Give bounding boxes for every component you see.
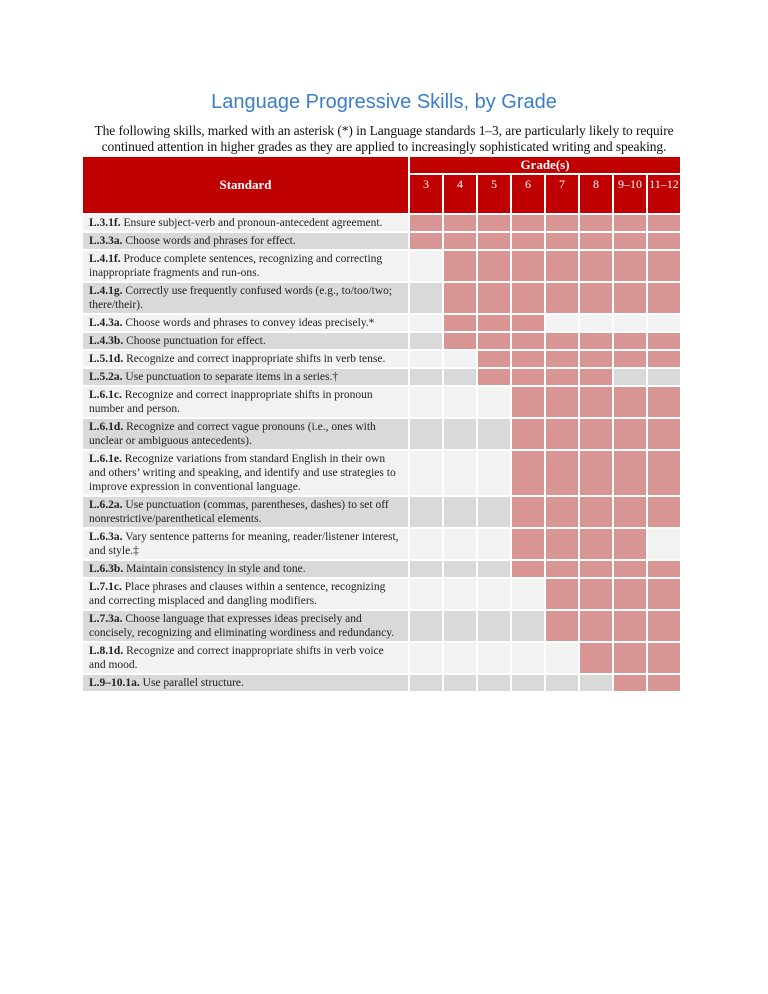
grade-cell-filled: [580, 419, 612, 449]
grade-cell-filled: [478, 315, 510, 331]
grade-cell-empty: [478, 643, 510, 673]
grade-cell-empty: [444, 497, 476, 527]
standard-text: Use parallel structure.: [142, 677, 244, 689]
grade-cell-filled: [546, 529, 578, 559]
grade-cell-filled: [546, 419, 578, 449]
standard-code: L.6.3b.: [89, 563, 124, 575]
grade-cell-filled: [614, 251, 646, 281]
grade-cell-filled: [546, 351, 578, 367]
grade-cell-filled: [512, 529, 544, 559]
standard-cell: [83, 351, 408, 367]
standard-text: Maintain consistency in style and tone.: [126, 563, 306, 575]
grade-cell-filled: [614, 497, 646, 527]
grade-cell-empty: [410, 419, 442, 449]
grade-cell-empty: [478, 529, 510, 559]
grade-cell-empty: [444, 387, 476, 417]
grade-cell-empty: [444, 675, 476, 691]
grades-header: Grade(s): [410, 157, 680, 173]
grade-cell-filled: [648, 497, 680, 527]
grade-cell-filled: [648, 233, 680, 249]
standard-cell: [83, 333, 408, 349]
grade-cell-filled: [580, 351, 612, 367]
grade-cell-filled: [648, 451, 680, 495]
grade-cell-filled: [614, 419, 646, 449]
grade-cell-filled: [648, 283, 680, 313]
standard-cell: [83, 387, 408, 417]
table-row: [83, 497, 680, 527]
grade-cell-filled: [546, 283, 578, 313]
standard-code: L.3.1f.: [89, 217, 121, 229]
grade-cell-empty: [410, 451, 442, 495]
grade-cell-filled: [614, 643, 646, 673]
grade-cell-empty: [478, 675, 510, 691]
grade-cell-filled: [614, 233, 646, 249]
grade-cell-empty: [410, 675, 442, 691]
grade-cell-filled: [546, 561, 578, 577]
standard-code: L.3.3a.: [89, 235, 123, 247]
standard-code: L.5.2a.: [89, 371, 123, 383]
standard-cell: [83, 611, 408, 641]
grade-cell-filled: [546, 611, 578, 641]
grade-cell-empty: [410, 643, 442, 673]
table-row: [83, 451, 680, 495]
standard-text: Choose words and phrases to convey ideas precisely.*: [125, 317, 375, 329]
standard-text: Choose words and phrases for effect.: [125, 235, 296, 247]
grade-cell-filled: [580, 451, 612, 495]
grade-cell-empty: [614, 369, 646, 385]
standard-cell: [83, 529, 408, 559]
grade-cell-empty: [512, 675, 544, 691]
grade-cell-filled: [648, 579, 680, 609]
grade-cell-filled: [614, 579, 646, 609]
grade-cell-filled: [512, 251, 544, 281]
standard-cell: [83, 497, 408, 527]
table-row: [83, 675, 680, 691]
grade-cell-empty: [410, 387, 442, 417]
grade-cell-empty: [410, 561, 442, 577]
table-row: [83, 529, 680, 559]
grade-cell-filled: [512, 369, 544, 385]
page-title: Language Progressive Skills, by Grade: [211, 91, 557, 113]
grade-cell-filled: [580, 529, 612, 559]
grade-cell-filled: [444, 251, 476, 281]
table-row: [83, 233, 680, 249]
grade-cell-filled: [614, 283, 646, 313]
grade-cell-filled: [580, 611, 612, 641]
standard-cell: [83, 251, 408, 281]
standard-code: L.6.3a.: [89, 531, 123, 543]
grade-header-7: 7: [546, 175, 578, 213]
grade-cell-filled: [512, 315, 544, 331]
grade-cell-filled: [580, 215, 612, 231]
standard-cell: [83, 579, 408, 609]
grade-cell-empty: [444, 451, 476, 495]
standard-cell: [83, 215, 408, 231]
grade-header-8: 8: [580, 175, 612, 213]
grade-cell-filled: [580, 369, 612, 385]
grade-cell-filled: [512, 233, 544, 249]
grade-cell-empty: [512, 579, 544, 609]
grade-cell-filled: [512, 387, 544, 417]
grade-cell-filled: [478, 233, 510, 249]
standard-code: L.6.1c.: [89, 389, 122, 401]
grade-cell-empty: [410, 369, 442, 385]
grade-cell-empty: [410, 251, 442, 281]
grade-header-4: 4: [444, 175, 476, 213]
standard-text: Produce complete sentences, recognizing and correcting inappropriate fragments and run-ons.: [89, 253, 383, 279]
grade-cell-filled: [512, 419, 544, 449]
standard-cell: [83, 369, 408, 385]
table-row: [83, 561, 680, 577]
grade-cell-filled: [444, 333, 476, 349]
table-row: [83, 387, 680, 417]
grade-cell-filled: [580, 333, 612, 349]
grade-header-3: 3: [410, 175, 442, 213]
standard-code: L.7.3a.: [89, 613, 123, 625]
standard-code: L.5.1d.: [89, 353, 124, 365]
grade-cell-empty: [444, 643, 476, 673]
grade-cell-filled: [546, 369, 578, 385]
grade-cell-filled: [648, 675, 680, 691]
grade-header-11–12: 11–12: [648, 175, 680, 213]
grade-cell-empty: [410, 497, 442, 527]
grade-cell-filled: [580, 283, 612, 313]
grade-cell-filled: [580, 643, 612, 673]
standard-text: Use punctuation to separate items in a series.†: [125, 371, 339, 383]
grade-cell-filled: [512, 497, 544, 527]
standard-text: Choose language that expresses ideas precisely and concisely, recognizing and eliminating wordiness and redundancy.: [89, 613, 395, 639]
grade-cell-filled: [546, 387, 578, 417]
grade-cell-filled: [648, 215, 680, 231]
grade-header-6: 6: [512, 175, 544, 213]
table-row: [83, 351, 680, 367]
grade-cell-empty: [410, 283, 442, 313]
grade-cell-empty: [580, 315, 612, 331]
grade-cell-filled: [444, 283, 476, 313]
grade-cell-filled: [478, 283, 510, 313]
grade-cell-filled: [546, 251, 578, 281]
grade-cell-empty: [580, 675, 612, 691]
grade-cell-empty: [410, 315, 442, 331]
grade-cell-empty: [410, 579, 442, 609]
grade-cell-filled: [512, 451, 544, 495]
standard-code: L.4.1g.: [89, 285, 123, 297]
standard-text: Vary sentence patterns for meaning, reader/listener interest, and style.‡: [89, 531, 399, 557]
grade-cell-empty: [444, 561, 476, 577]
grade-cell-filled: [478, 251, 510, 281]
grade-cell-filled: [512, 215, 544, 231]
grade-cell-filled: [410, 215, 442, 231]
table-row: [83, 643, 680, 673]
table-row: [83, 579, 680, 609]
grade-cell-filled: [546, 497, 578, 527]
grade-cell-filled: [648, 387, 680, 417]
grade-header-5: 5: [478, 175, 510, 213]
grade-cell-empty: [546, 643, 578, 673]
grade-cell-filled: [546, 579, 578, 609]
table-row: [83, 215, 680, 231]
grade-cell-filled: [614, 215, 646, 231]
grade-cell-filled: [614, 675, 646, 691]
grade-cell-filled: [580, 579, 612, 609]
standard-header: Standard: [83, 157, 408, 213]
grade-header-9–10: 9–10: [614, 175, 646, 213]
standard-cell: [83, 675, 408, 691]
standard-code: L.6.1e.: [89, 453, 122, 465]
grade-cell-empty: [512, 611, 544, 641]
grade-cell-empty: [410, 333, 442, 349]
standard-cell: [83, 451, 408, 495]
grade-cell-filled: [614, 451, 646, 495]
grade-cell-filled: [580, 387, 612, 417]
grade-cell-filled: [444, 233, 476, 249]
standard-text: Place phrases and clauses within a sentence, recognizing and correcting misplaced and dangling modifiers.: [89, 581, 386, 607]
standard-code: L.8.1d.: [89, 645, 124, 657]
grade-cell-filled: [614, 333, 646, 349]
grade-cell-filled: [614, 561, 646, 577]
grade-cell-filled: [580, 233, 612, 249]
grade-cell-empty: [410, 529, 442, 559]
standard-text: Recognize and correct inappropriate shifts in verb voice and mood.: [89, 645, 384, 671]
table-row: [83, 419, 680, 449]
grade-cell-empty: [546, 315, 578, 331]
standard-text: Recognize and correct inappropriate shifts in verb tense.: [126, 353, 386, 365]
grade-cell-empty: [444, 611, 476, 641]
table-body: [83, 215, 680, 691]
grade-cell-empty: [512, 643, 544, 673]
grade-cell-filled: [512, 561, 544, 577]
standard-text: Use punctuation (commas, parentheses, dashes) to set off nonrestrictive/parenthetical elements.: [89, 499, 389, 525]
standard-code: L.4.1f.: [89, 253, 121, 265]
standard-text: Recognize and correct inappropriate shifts in pronoun number and person.: [89, 389, 373, 415]
grade-cell-filled: [648, 333, 680, 349]
grade-cell-empty: [444, 579, 476, 609]
standard-text: Recognize and correct vague pronouns (i.e., ones with unclear or ambiguous antecedents).: [89, 421, 376, 447]
grade-cell-empty: [444, 529, 476, 559]
grade-cell-empty: [546, 675, 578, 691]
grade-cell-filled: [546, 215, 578, 231]
grade-cell-empty: [478, 497, 510, 527]
grade-cell-filled: [512, 283, 544, 313]
grade-cell-filled: [648, 419, 680, 449]
standard-code: L.4.3a.: [89, 317, 123, 329]
grade-cell-filled: [444, 215, 476, 231]
standard-text: Recognize variations from standard English in their own and others’ writing and speaking, and identify and use strategies to improve expression in conventional language.: [89, 453, 396, 493]
grade-cell-filled: [648, 351, 680, 367]
grade-cell-filled: [580, 251, 612, 281]
standard-cell: [83, 561, 408, 577]
grade-cell-filled: [580, 497, 612, 527]
standard-code: L.9–10.1a.: [89, 677, 140, 689]
standard-code: L.6.2a.: [89, 499, 123, 511]
grade-cell-empty: [444, 419, 476, 449]
grade-cell-empty: [478, 387, 510, 417]
grade-cell-empty: [648, 529, 680, 559]
grade-cell-filled: [512, 333, 544, 349]
grade-cell-filled: [546, 451, 578, 495]
intro-text: The following skills, marked with an asterisk (*) in Language standards 1–3, are particularly likely to require continued attention in higher grades as they are applied to increasingly sophisticated writing and speaking.: [94, 123, 674, 154]
grade-cell-filled: [546, 233, 578, 249]
grade-cell-filled: [478, 215, 510, 231]
standard-code: L.7.1c.: [89, 581, 122, 593]
table-row: [83, 369, 680, 385]
grade-cell-empty: [648, 369, 680, 385]
standard-cell: [83, 233, 408, 249]
table-row: [83, 283, 680, 313]
grade-cell-empty: [478, 419, 510, 449]
grade-cell-filled: [444, 315, 476, 331]
grade-cell-filled: [648, 561, 680, 577]
standard-cell: [83, 643, 408, 673]
grade-cell-empty: [444, 369, 476, 385]
table-row: [83, 333, 680, 349]
grade-cell-filled: [648, 251, 680, 281]
grade-cell-empty: [478, 579, 510, 609]
grade-cell-filled: [580, 561, 612, 577]
table-row: [83, 611, 680, 641]
standard-cell: [83, 283, 408, 313]
grade-cell-empty: [410, 351, 442, 367]
grade-cell-filled: [614, 387, 646, 417]
grade-cell-empty: [614, 315, 646, 331]
grade-cell-filled: [478, 369, 510, 385]
grade-cell-filled: [648, 611, 680, 641]
standard-code: L.6.1d.: [89, 421, 124, 433]
grade-cell-filled: [614, 351, 646, 367]
grade-cell-empty: [648, 315, 680, 331]
grade-cell-filled: [478, 351, 510, 367]
grade-cell-empty: [444, 351, 476, 367]
standard-cell: [83, 315, 408, 331]
grade-cell-filled: [614, 529, 646, 559]
standard-text: Choose punctuation for effect.: [126, 335, 266, 347]
skills-table: [81, 155, 682, 693]
grade-cell-filled: [546, 333, 578, 349]
grade-cell-filled: [512, 351, 544, 367]
grade-cell-filled: [410, 233, 442, 249]
table-row: [83, 251, 680, 281]
standard-text: Ensure subject-verb and pronoun-antecedent agreement.: [123, 217, 383, 229]
grade-cell-filled: [478, 333, 510, 349]
standard-cell: [83, 419, 408, 449]
grade-cell-empty: [478, 451, 510, 495]
grade-cell-empty: [478, 611, 510, 641]
standard-code: L.4.3b.: [89, 335, 124, 347]
grade-cell-filled: [614, 611, 646, 641]
grade-cell-empty: [478, 561, 510, 577]
grade-cell-empty: [410, 611, 442, 641]
grade-cell-filled: [648, 643, 680, 673]
table-row: [83, 315, 680, 331]
standard-text: Correctly use frequently confused words (e.g., to/too/two; there/their).: [89, 285, 393, 311]
